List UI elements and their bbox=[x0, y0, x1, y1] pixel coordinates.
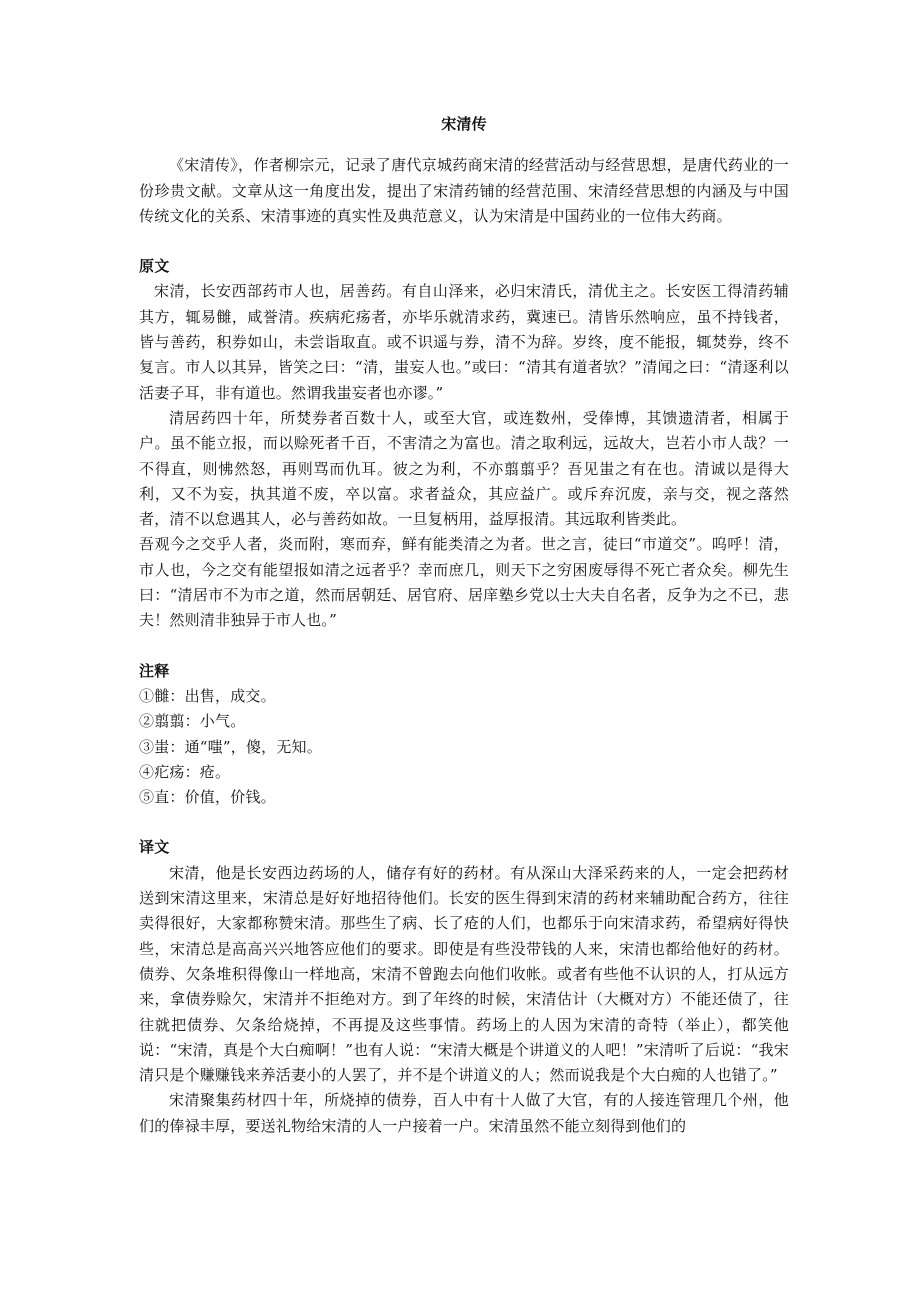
original-paragraph-3: 吾观今之交乎人者，炎而附，寒而弃，鲜有能类清之为者。世之言，徒曰“市道交”。呜呼！清，市人也，今之交有能望报如清之远者乎？幸而庶几，则天下之穷困废辱得不死亡者众矣。柳先生曰：“清居市不为市之道，然而居朝廷、居官府、居庠塾乡党以士大夫自名者，反争为之不已，悲夫！然则清非独异于市人也。” bbox=[139, 535, 789, 630]
translation-paragraph-2: 宋清聚集药材四十年，所烧掉的债券，百人中有十人做了大官，有的人接连管理几个州，他们的俸禄丰厚，要送礼物给宋清的人一户接着一户。宋清虽然不能立刻得到他们的 bbox=[139, 1091, 789, 1135]
original-paragraph-1: 宋清，长安西部药市人也，居善药。有自山泽来，必归宋清氏，清优主之。长安医工得清药辅其方，辄易雠，咸誉清。疾病疕疡者，亦毕乐就清求药，冀速已。清皆乐然响应，虽不持钱者，皆与善药，积券如山，未尝诣取直。或不识遥与券，清不为辞。岁终，度不能报，辄焚券，终不复言。市人以其异，皆笑之曰：“清，蚩妄人也。”或曰：“清其有道者欤？”清闻之曰：“清逐利以活妻子耳，非有道也。然谓我蚩妄者也亦谬。” bbox=[139, 282, 789, 402]
document-body bbox=[139, 112, 789, 1139]
original-paragraph-2: 清居药四十年，所焚券者百数十人，或至大官，或连数州，受俸博，其馈遗清者，相属于户。虽不能立报，而以赊死者千百，不害清之为富也。清之取利远，远故大，岂若小市人哉？一不得直，则怫然怒，再则骂而仇耳。彼之为利，不亦翦翦乎？吾见蚩之有在也。清诚以是得大利，又不为妄，执其道不废，卒以富。求者益众，其应益广。或斥弃沉废，亲与交，视之落然者，清不以怠遇其人，必与善药如故。一旦复柄用，益厚报清。其远取利皆类此。 bbox=[139, 408, 789, 529]
note-item-3: ③蚩：通“嗤”，傻，无知。 bbox=[139, 737, 322, 756]
note-item-2: ②翦翦：小气。 bbox=[139, 712, 246, 731]
note-item-5: ⑤直：价值，价钱。 bbox=[139, 788, 276, 807]
original-heading: 原文 bbox=[139, 257, 170, 276]
intro-paragraph: 《宋清传》，作者柳宗元，记录了唐代京城药商宋清的经营活动与经营思想，是唐代药业的一份珍贵文献。文章从这一角度出发，提出了宋清药铺的经营范围、宋清经营思想的内涵及与中国传统文化的关系、宋清事迹的真实性及典范意义，认为宋清是中国药业的一位伟大药商。 bbox=[139, 156, 789, 225]
notes-heading: 注释 bbox=[139, 661, 170, 680]
page-title: 宋清传 bbox=[441, 115, 487, 133]
translation-heading: 译文 bbox=[139, 838, 170, 857]
translation-paragraph-1: 宋清，他是长安西边药场的人，储存有好的药材。有从深山大泽采药来的人，一定会把药材送到宋清这里来，宋清总是好好地招待他们。长安的医生得到宋清的药材来辅助配合药方，往往卖得很好，大家都称赞宋清。那些生了病、长了疮的人们，也都乐于向宋清求药，希望病好得快些，宋清总是高高兴兴地答应他们的要求。即使是有些没带钱的人来，宋清也都给他好的药材。债券、欠条堆积得像山一样地高，宋清不曾跑去向他们收帐。或者有些他不认识的人，打从远方来，拿债券赊欠，宋清并不拒绝对方。到了年终的时候，宋清估计（大概对方）不能还债了，往往就把债券、欠条给烧掉，不再提及这些事情。药场上的人因为宋清的奇特（举止），都笑他说：“宋清，真是个大白痴啊！”也有人说：“宋清大概是个讲道义的人吧！”宋清听了后说：“我宋清只是个赚赚钱来养活妻小的人罢了，并不是个讲道义的人；然而说我是个大白痴的人也错了。” bbox=[139, 863, 789, 1085]
note-item-4: ④疕疡：疮。 bbox=[139, 762, 231, 781]
note-item-1: ①雠：出售，成交。 bbox=[139, 686, 276, 705]
